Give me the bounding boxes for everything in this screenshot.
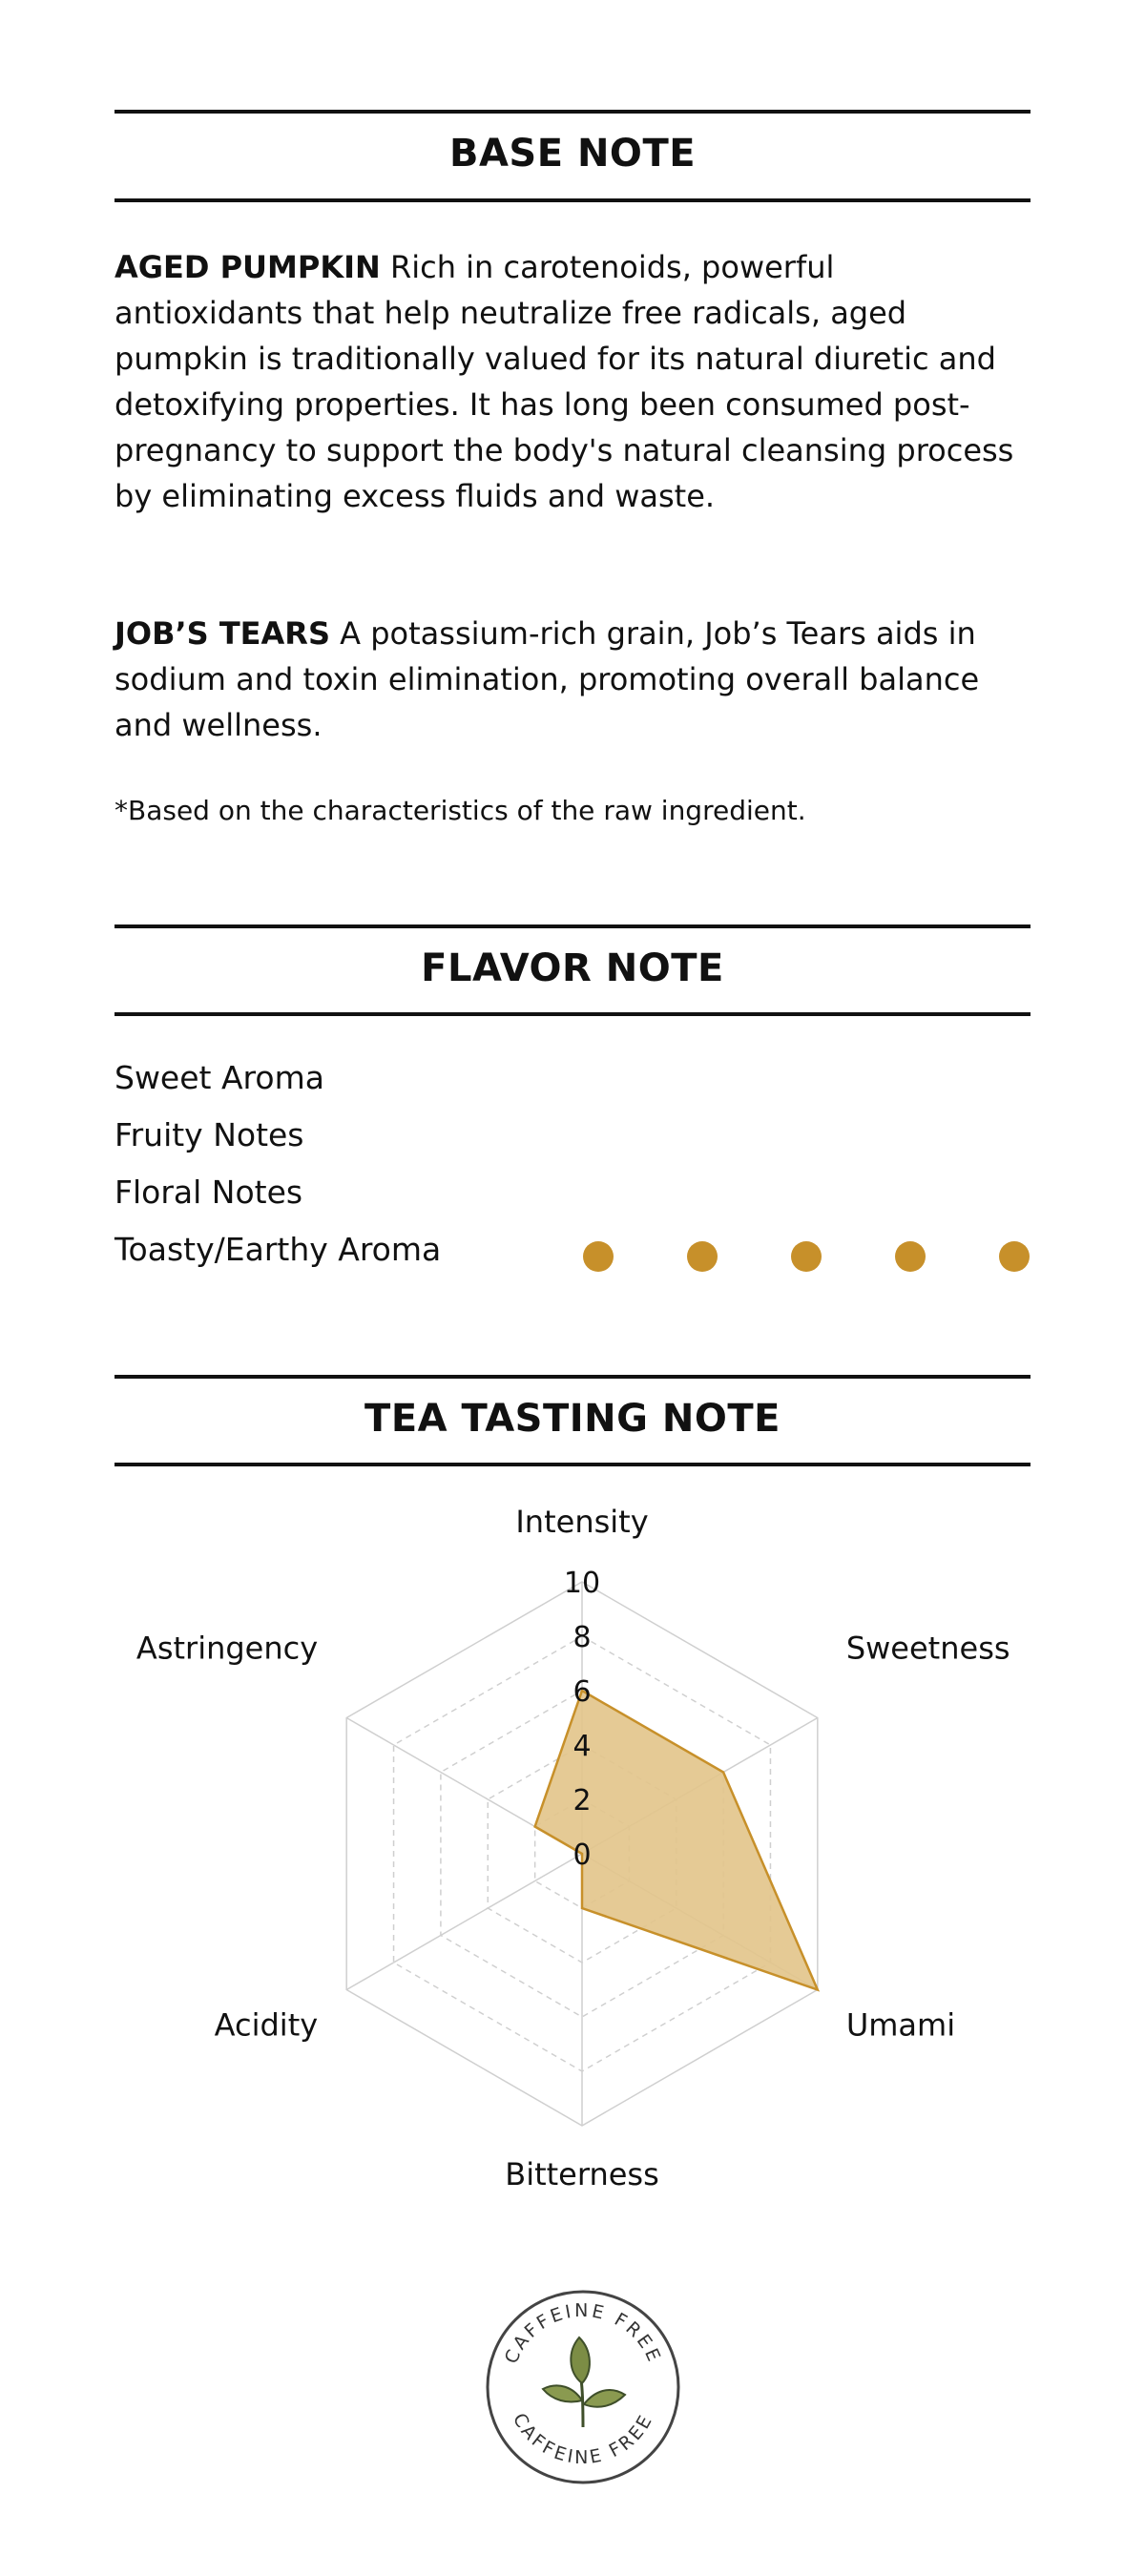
radar-spoke: [346, 1854, 582, 1990]
ingredient-jobs-tears: [114, 611, 1030, 748]
tea-leaf-icon: [543, 2337, 625, 2427]
radar-axis-label: Intensity: [515, 1504, 649, 1540]
ingredient-aged-pumpkin: [114, 244, 1030, 519]
radar-axis-label: Bitterness: [505, 2156, 659, 2192]
flavor-label-toasty-earthy-aroma: Toasty/Earthy Aroma: [114, 1231, 442, 1268]
tasting-note-title: TEA TASTING NOTE: [364, 1397, 781, 1441]
radar-tick-label: 0: [572, 1839, 592, 1872]
base-note-title: BASE NOTE: [448, 132, 697, 176]
radar-axis-label: Acidity: [214, 2006, 319, 2044]
flavor-dot-2: [687, 1241, 718, 1272]
flavor-dot-1: [583, 1241, 614, 1272]
flavor-dot-4: [895, 1241, 926, 1272]
radar-tick-label: 2: [572, 1784, 592, 1818]
ingredient-description: Rich in carotenoids, powerful antioxidants that help neutralize free radicals, aged pumpkin is traditionally valued for its natural diuretic and detoxifying properties. It has long been consumed post-pregnancy to support the body's natural cleansing process by eliminating excess fluids and waste.: [114, 249, 1014, 514]
ingredient-name: AGED PUMPKIN: [114, 249, 381, 285]
flavor-label-fruity-notes: Fruity Notes: [114, 1116, 304, 1153]
radar-tick-label: 8: [572, 1621, 592, 1654]
ingredient-name: JOB’S TEARS: [114, 615, 330, 652]
flavor-note-bottom-rule: [114, 1012, 1030, 1016]
radar-tick-label: 4: [572, 1730, 592, 1763]
base-note-footnote: *Based on the characteristics of the raw ingredient.: [114, 795, 806, 826]
flavor-dot-5: [999, 1241, 1030, 1272]
tasting-note-bottom-rule: [114, 1463, 1030, 1466]
radar-axis-label: Sweetness: [845, 1630, 1010, 1667]
flavor-label-floral-notes: Floral Notes: [114, 1174, 303, 1211]
flavor-note-top-rule: [114, 924, 1030, 928]
radar-tick-label: 10: [563, 1567, 601, 1600]
badge-text-bottom: CAFFEINE FREE: [508, 2409, 658, 2469]
flavor-label-sweet-aroma: Sweet Aroma: [114, 1059, 324, 1096]
tasting-note-top-rule: [114, 1375, 1030, 1379]
radar-tick-label: 6: [572, 1675, 592, 1709]
base-note-top-rule: [114, 110, 1030, 114]
radar-axis-label: Umami: [845, 2006, 956, 2044]
base-note-bottom-rule: [114, 198, 1030, 202]
flavor-note-title: FLAVOR NOTE: [421, 946, 724, 990]
radar-chart: [0, 1488, 1145, 2233]
flavor-dot-3: [791, 1241, 822, 1272]
caffeine-free-badge: [484, 2288, 682, 2486]
ingredient-description: A potassium-rich grain, Job’s Tears aids in sodium and toxin elimination, promoting overall balance and wellness.: [114, 615, 980, 743]
radar-axis-label: Astringency: [135, 1630, 319, 1667]
badge-text-top: CAFFEINE FREE: [500, 2299, 666, 2367]
